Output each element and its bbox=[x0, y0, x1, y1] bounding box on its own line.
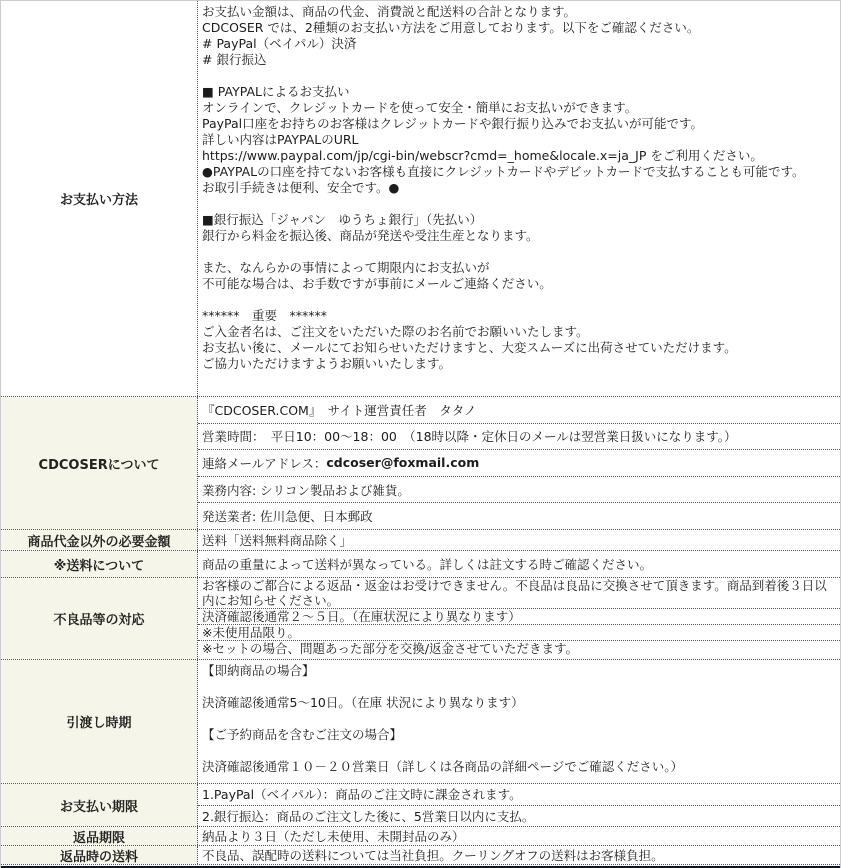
row-header-defective-items: 不良品等の対応 bbox=[1, 578, 198, 659]
contact-email-address: cdcoser@foxmail.com bbox=[326, 455, 480, 471]
text-line: ※未使用品限り。 bbox=[198, 625, 840, 641]
row-header-return-shipping: 返品時の送料 bbox=[1, 846, 198, 864]
text-line: 不可能な場合は、お手数ですが事前にメールご連絡ください。 bbox=[202, 276, 552, 291]
text-line: 詳しい内容はPAYPALのURL bbox=[202, 132, 359, 147]
text-line bbox=[202, 711, 836, 727]
text-line bbox=[202, 292, 836, 308]
text-line: ■ PAYPALによるお支払い bbox=[202, 84, 350, 99]
text-line bbox=[202, 68, 836, 84]
row-header-extra-fees: 商品代金以外の必要金額 bbox=[1, 530, 198, 550]
text-line: https://www.paypal.com/jp/cgi-bin/webscr?cmd=_home&locale.x=ja_JP をご利用ください。 bbox=[202, 148, 763, 163]
row-header-about-shop: CDCOSERについて bbox=[1, 397, 198, 529]
payment-deadline-content bbox=[198, 784, 840, 826]
text-line: 決済確認後通常5～10日。（在庫 状況により異なります） bbox=[202, 695, 524, 710]
table-row-delivery-time bbox=[1, 660, 840, 784]
row-header-delivery-time: 引渡し時期 bbox=[1, 660, 198, 783]
business-description-row: 業務内容: シリコン製品および雑貨。 bbox=[198, 477, 840, 504]
return-deadline-content: 納品より３日（ただし未使用、未開封品のみ） bbox=[202, 829, 465, 844]
about-shop-subrows bbox=[198, 397, 840, 529]
text-line: お客様のご都合による返品・返金はお受けできません。不良品は良品に交換させて頂きます。商品到着後３日以内にお知らせください。 bbox=[198, 578, 840, 609]
business-hours-row: 営業時間： 平日10：00～18：00 （18時以降・定休日のメールは翌営業日扱いになります。） bbox=[198, 424, 840, 451]
table-row-payment-method bbox=[1, 1, 840, 397]
text-line: ※セットの場合、問題あった部分を交換/返金させていただきます。 bbox=[202, 641, 579, 656]
defective-items-content bbox=[198, 578, 840, 659]
payment-method-content bbox=[198, 1, 840, 396]
text-line: 【ご予約商品を含むご注文の場合】 bbox=[202, 727, 403, 742]
text-line: 決済確認後通常１０－２０営業日（詳しくは各商品の詳細ページでご確認ください。） bbox=[202, 759, 684, 774]
row-header-shipping-note: ※送料について bbox=[1, 551, 198, 577]
row-header-return-deadline: 返品期限 bbox=[1, 827, 198, 845]
table-row-return-deadline bbox=[1, 827, 840, 846]
text-line: ●PAYPALの口座を持てないお客様も直接にクレジットカードやデビットカードで支払することも可能です。 bbox=[202, 164, 805, 179]
text-line: オンラインで、クレジットカードを使って安全・簡単にお支払いができます。 bbox=[202, 100, 638, 115]
text-line: PayPal口座をお持ちのお客様はクレジットカードや銀行振り込みでお支払いが可能です。 bbox=[202, 116, 703, 131]
text-line bbox=[202, 244, 836, 260]
contact-email-label: 連絡メールアドレス： bbox=[202, 455, 327, 471]
text-line: CDCOSER では、2種類のお支払い方法をご用意しております。以下をご確認ください。 bbox=[202, 20, 700, 35]
table-row-shipping-note bbox=[1, 551, 840, 578]
text-line: ご入金者名は、ご注文をいただいた際のお名前でお願いいたします。 bbox=[202, 324, 589, 339]
text-line: お支払い金額は、商品の代金、消費説と配送料の合計となります。 bbox=[202, 4, 577, 19]
text-line: ■銀行振込「ジャパン ゆうちょ銀行」（先払い） bbox=[202, 212, 483, 227]
row-header-payment-method: お支払い方法 bbox=[1, 1, 198, 396]
table-row-extra-fees bbox=[1, 530, 840, 551]
contact-email-row bbox=[198, 450, 840, 477]
return-shipping-content: 不良品、誤配時の送料については当社負担。クーリングオフの送料はお客様負担。 bbox=[202, 848, 664, 863]
table-row-defective-items bbox=[1, 578, 840, 660]
text-line bbox=[202, 743, 836, 759]
payment-deadline-subrows bbox=[198, 784, 840, 826]
table-row-return-shipping bbox=[1, 846, 840, 865]
text-line: ご協力いただけますようお願いいたします。 bbox=[202, 356, 452, 371]
text-line: # 銀行振込 bbox=[202, 52, 267, 67]
text-line: お支払い後に、メールにてお知らせいただけますと、大変スムーズに出荷させていただけます。 bbox=[202, 340, 737, 355]
paypal-deadline-row: 1.PayPal（ベイパル）：商品のご注文時に課金されます。 bbox=[198, 784, 840, 806]
text-line: ****** 重要 ****** bbox=[202, 308, 328, 323]
text-line: 【即納商品の場合】 bbox=[202, 663, 315, 678]
bank-transfer-deadline-row: 2.銀行振込：商品のご注文した後に、5営業日以内に支払。 bbox=[202, 808, 535, 824]
site-operator-row: 『CDCOSER.COM』 サイト運営責任者 タタノ bbox=[198, 397, 840, 424]
text-line bbox=[202, 196, 836, 212]
text-line bbox=[202, 679, 836, 695]
about-shop-content bbox=[198, 397, 840, 529]
row-header-payment-deadline: お支払い期限 bbox=[1, 784, 198, 826]
extra-fees-content: 送料「送料無料商品除く」 bbox=[202, 533, 353, 548]
text-line: お取引手続きは便利、安全です。● bbox=[202, 180, 400, 195]
delivery-time-content bbox=[198, 660, 840, 783]
text-line: 銀行から料金を振込後、商品が発送や受注生産となります。 bbox=[202, 228, 539, 243]
table-row-about-shop bbox=[1, 397, 840, 530]
table-row-payment-deadline bbox=[1, 784, 840, 827]
text-line: 決済確認後通常２～５日。（在庫状況により異なります） bbox=[198, 609, 840, 625]
shipping-carrier-row: 発送業者: 佐川急便、日本郵政 bbox=[202, 509, 373, 525]
shipping-note-content: 商品の重量によって送料が異なっている。詳しくは註文する時ご確認ください。 bbox=[202, 557, 653, 572]
text-line: # PayPal（ベイパル）決済 bbox=[202, 36, 357, 51]
text-line: また、なんらかの事情によって期限内にお支払いが bbox=[202, 260, 490, 275]
